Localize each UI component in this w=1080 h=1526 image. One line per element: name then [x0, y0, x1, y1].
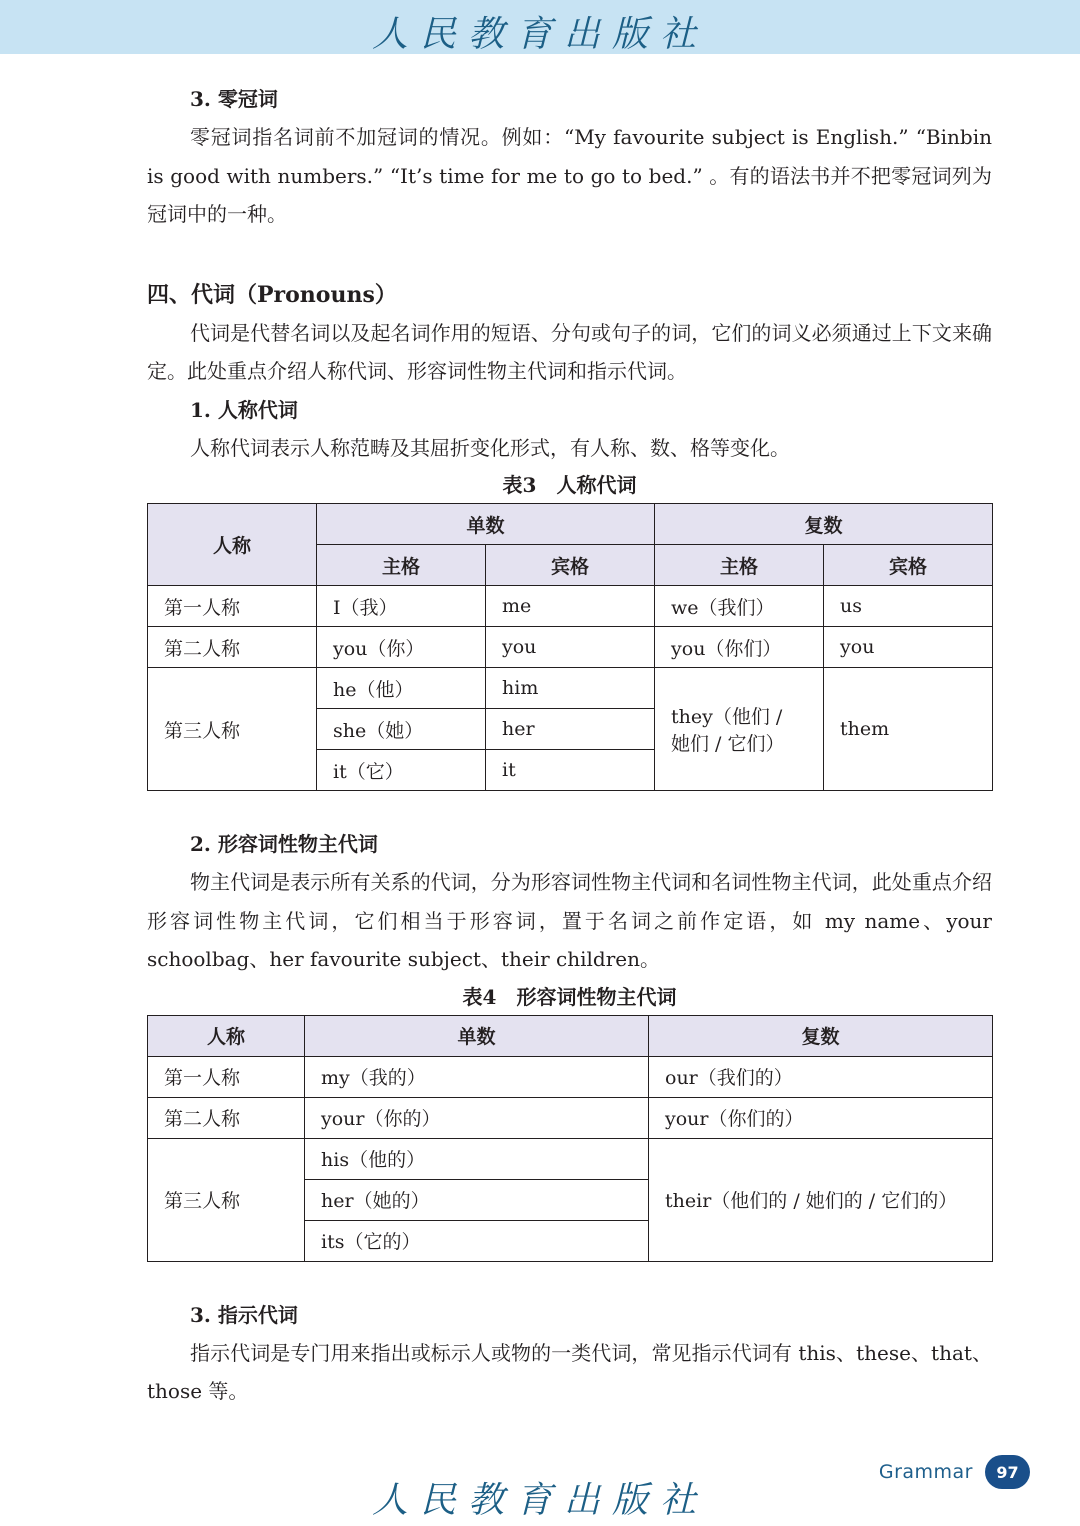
demonstrative-paragraph: 指示代词是专门用来指出或标示人或物的一类代词，常见指示代词有 this、these、that、those 等。: [147, 1340, 992, 1403]
table-header-row: [148, 1015, 993, 1056]
pronouns-heading: 四、代词（Pronouns）: [147, 281, 397, 308]
cell: their（他们的 / 她们的 / 它们的）: [649, 1138, 993, 1261]
cell: he（他）: [317, 668, 486, 709]
table-row: [148, 586, 993, 627]
person-cell: 第三人称: [148, 1138, 305, 1261]
pronouns-intro: 代词是代替名词以及起名词作用的短语、分句或句子的词，它们的词义必须通过上下文来确定。此处重点介绍人称代词、形容词性物主代词和指示代词。: [147, 320, 992, 383]
table-row: [148, 1056, 993, 1097]
cell: his（他的）: [305, 1138, 649, 1179]
header-plural-object: 宾格: [824, 545, 993, 586]
person-cell: 第三人称: [148, 668, 317, 791]
publisher-logo-footer: 人民教育出版社: [371, 1480, 708, 1521]
person-cell: 第一人称: [148, 1056, 305, 1097]
cell: her（她的）: [305, 1179, 649, 1220]
cell: him: [486, 668, 655, 709]
table-row: [148, 668, 993, 709]
table3-caption: 表3 人称代词: [502, 473, 637, 497]
cell: your（你的）: [305, 1097, 649, 1138]
page-content: [147, 80, 992, 1411]
cell: its（它的）: [305, 1220, 649, 1261]
cell: our（我们的）: [649, 1056, 993, 1097]
cell: you（你）: [317, 627, 486, 668]
zero-article-paragraph: 零冠词指名词前不加冠词的情况。例如：“My favourite subject is English.” “Binbin is good with numbers.” “It’s time for me to go to bed.” 。有的语法书并不把零冠词列为冠词中的一种。: [147, 125, 992, 226]
person-cell: 第一人称: [148, 586, 317, 627]
zero-article-heading: 3. 零冠词: [190, 87, 278, 111]
section-label: Grammar: [878, 1461, 973, 1483]
cell: your（你们的）: [649, 1097, 993, 1138]
cell: I（我）: [317, 586, 486, 627]
header-singular-subject: 主格: [317, 545, 486, 586]
cell: it: [486, 750, 655, 791]
cell: me: [486, 586, 655, 627]
person-cell: 第二人称: [148, 1097, 305, 1138]
table4-caption: 表4 形容词性物主代词: [462, 984, 677, 1009]
cell: it（它）: [317, 750, 486, 791]
cell: we（我们）: [655, 586, 824, 627]
table-header-row: [148, 504, 993, 545]
header-person: 人称: [148, 504, 317, 586]
header-plural-subject: 主格: [655, 545, 824, 586]
table-row: [148, 1138, 993, 1179]
table-row: [148, 627, 993, 668]
page-number: 97: [985, 1455, 1030, 1489]
cell: they（他们 / 她们 / 它们）: [655, 668, 824, 791]
cell: you: [824, 627, 993, 668]
possessive-heading: 2. 形容词性物主代词: [190, 832, 378, 856]
personal-pronouns-paragraph: 人称代词表示人称范畴及其屈折变化形式，有人称、数、格等变化。: [190, 435, 790, 460]
header-singular: 单数: [317, 504, 655, 545]
cell: she（她）: [317, 709, 486, 750]
cell: them: [824, 668, 993, 791]
header-singular-object: 宾格: [486, 545, 655, 586]
cell: you（你们）: [655, 627, 824, 668]
header-singular: 单数: [305, 1015, 649, 1056]
cell: you: [486, 627, 655, 668]
demonstrative-heading: 3. 指示代词: [190, 1302, 298, 1327]
personal-pronouns-table: [147, 503, 993, 791]
header-plural: 复数: [649, 1015, 993, 1056]
possessive-paragraph: 物主代词是表示所有关系的代词，分为形容词性物主代词和名词性物主代词，此处重点介绍形容词性物主代词，它们相当于形容词，置于名词之前作定语，如 my name、your schoolbag、her favourite subject、their children。: [147, 870, 992, 971]
header-plural: 复数: [655, 504, 993, 545]
possessive-pronouns-table: [147, 1015, 993, 1262]
cell: my（我的）: [305, 1056, 649, 1097]
cell: her: [486, 709, 655, 750]
table-row: [148, 1097, 993, 1138]
person-cell: 第二人称: [148, 627, 317, 668]
publisher-logo: 人民教育出版社: [371, 14, 708, 55]
personal-pronouns-heading: 1. 人称代词: [190, 397, 298, 422]
header-person: 人称: [148, 1015, 305, 1056]
cell: us: [824, 586, 993, 627]
